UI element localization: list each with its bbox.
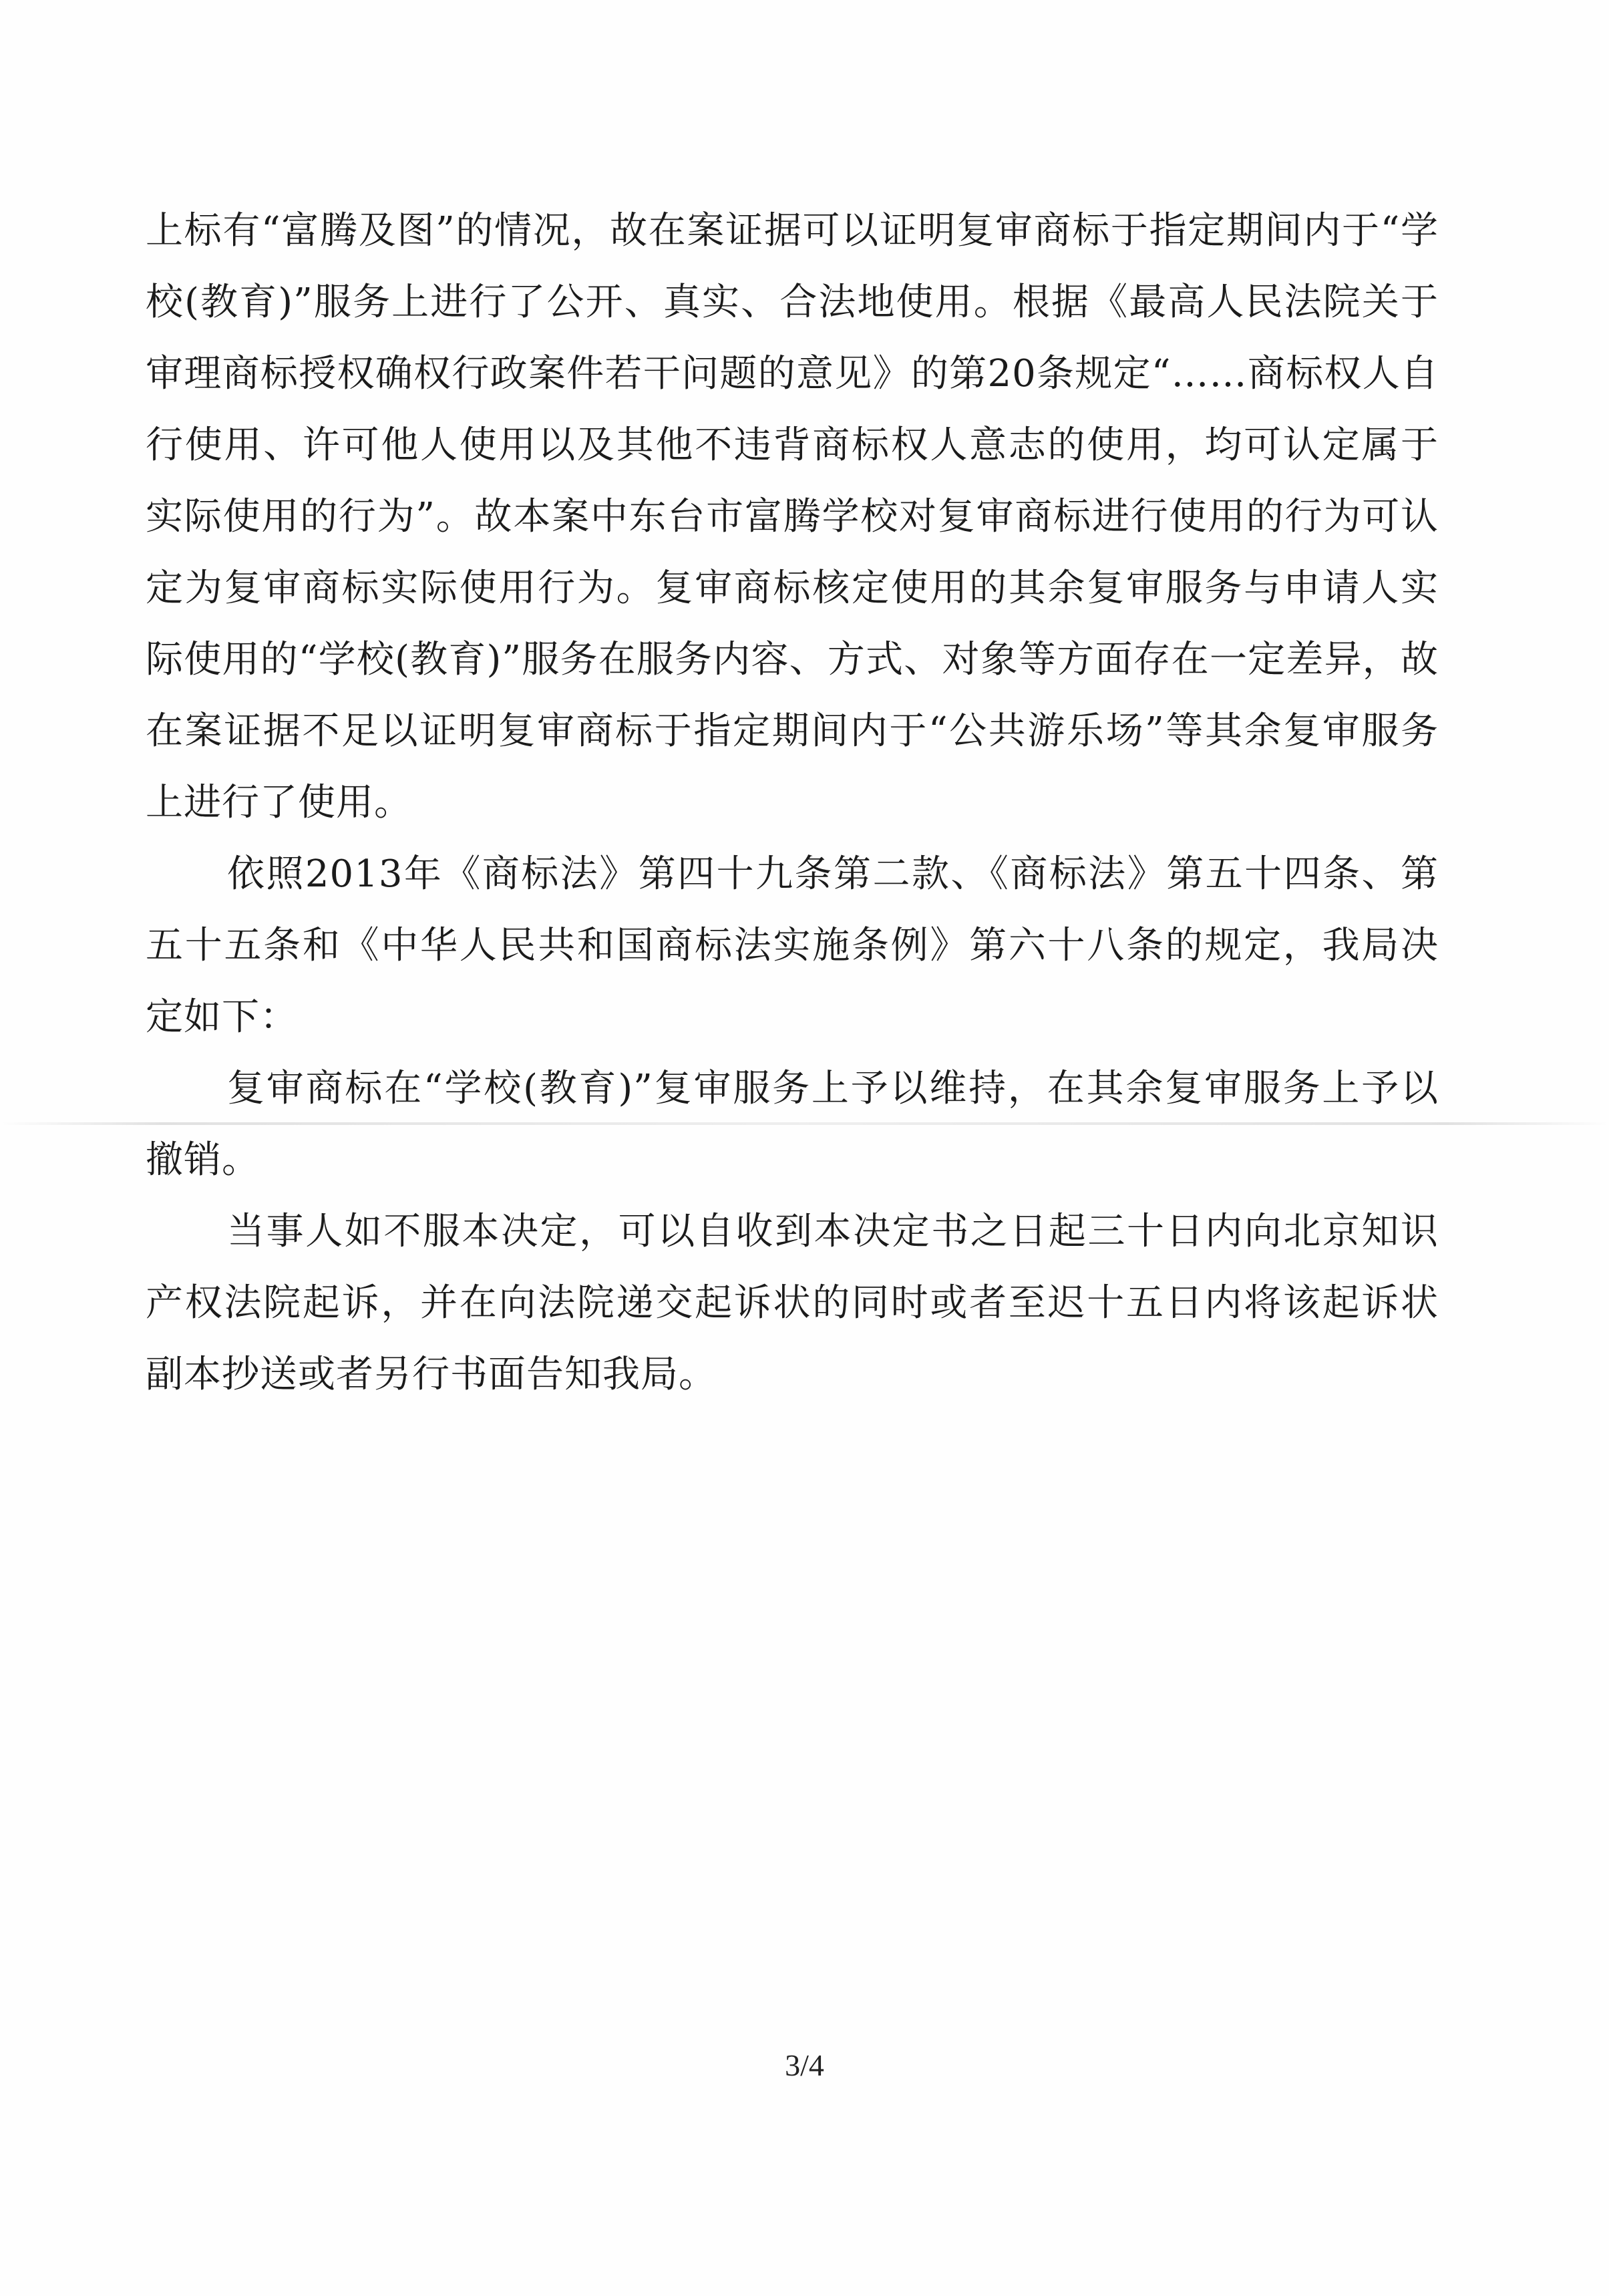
paragraph-appeal-notice: 当事人如不服本决定，可以自收到本决定书之日起三十日内向北京知识产权法院起诉，并在向法院递交起诉状的同时或者至迟十五日内将该起诉状副本抄送或者另行书面告知我局。 xyxy=(146,1210,1439,1396)
paragraph-evidence-analysis: 上标有“富腾及图”的情况，故在案证据可以证明复审商标于指定期间内于“学校(教育)”服务上进行了公开、真实、合法地使用。根据《最高人民法院关于审理商标授权确权行政案件若干问题的意见》的第20条规定“……商标权人自行使用、许可他人使用以及其他不违背商标权人意志的使用，均可认定属于实际使用的行为”。故本案中东台市富腾学校对复审商标进行使用的行为可认定为复审商标实际使用行为。复审商标核定使用的其余复审服务与申请人实际使用的“学校(教育)”服务在服务内容、方式、对象等方面存在一定差异，故在案证据不足以证明复审商标于指定期间内于“公共游乐场”等其余复审服务上进行了使用。 xyxy=(146,209,1439,824)
page-number: 3/4 xyxy=(785,2048,824,2082)
document-body xyxy=(146,195,1439,1410)
paragraph-decision: 复审商标在“学校(教育)”复审服务上予以维持，在其余复审服务上予以撤销。 xyxy=(146,1067,1439,1182)
paragraph-legal-basis: 依照2013年《商标法》第四十九条第二款、《商标法》第五十四条、第五十五条和《中华人民共和国商标法实施条例》第六十八条的规定，我局决定如下： xyxy=(146,852,1439,1039)
